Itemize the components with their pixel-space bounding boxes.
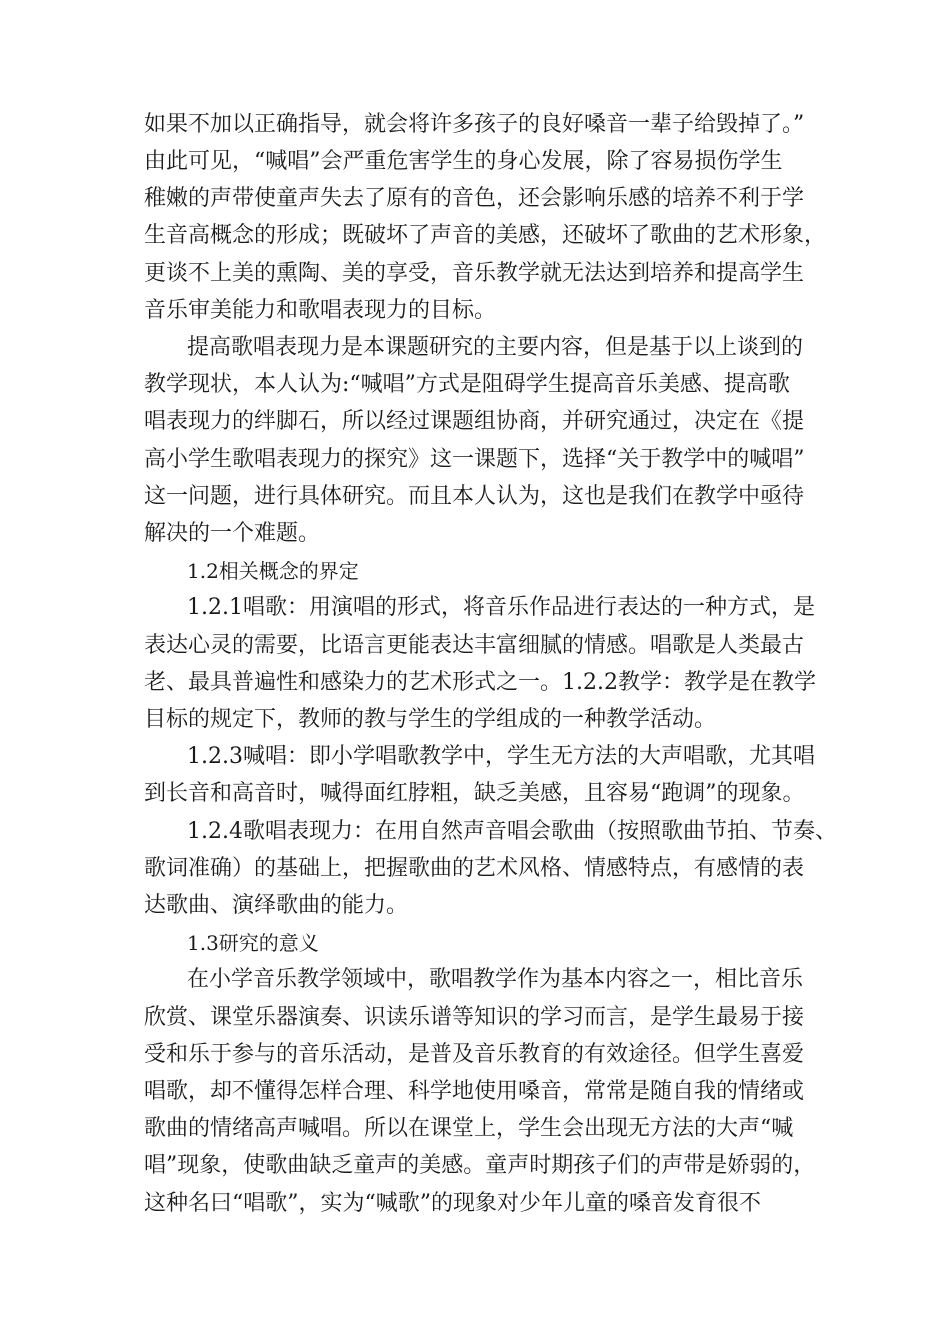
- text-line: 这种名曰“唱歌”，实为“喊歌”的现象对少年儿童的嗓音发育很不: [144, 1191, 761, 1216]
- paragraph-first-line: 提高歌唱表现力是本课题研究的主要内容，但是基于以上谈到的: [187, 335, 804, 360]
- text-line: 表达心灵的需要，比语言更能表达丰富细腻的情感。唱歌是人类最古: [144, 633, 805, 658]
- text-line: 稚嫩的声带使童声失去了原有的音色，还会影响乐感的培养不利于学: [144, 186, 805, 211]
- paragraph-first-line: 1.2.4歌唱表现力：在用自然声音唱会歌曲（按照歌曲节拍、节奏、: [187, 819, 837, 844]
- text-line: 歌词准确）的基础上，把握歌曲的艺术风格、情感特点，有感情的表: [144, 856, 805, 881]
- text-line: 这一问题，进行具体研究。而且本人认为，这也是我们在教学中亟待: [144, 484, 805, 509]
- text-line: 目标的规定下，教师的教与学生的学组成的一种教学活动。: [144, 707, 717, 732]
- paragraph-first-line: 1.2.3喊唱：即小学唱歌教学中，学生无方法的大声唱歌，尤其唱: [187, 744, 815, 769]
- text-line: 老、最具普遍性和感染力的艺术形式之一。1.2.2教学：教学是在教学: [144, 670, 816, 695]
- paragraph-first-line: 在小学音乐教学领域中，歌唱教学作为基本内容之一，相比音乐: [187, 967, 804, 992]
- text-line: 歌曲的情绪高声喊唱。所以在课堂上，学生会出现无方法的大声“喊: [144, 1116, 794, 1141]
- text-line: 唱歌，却不懂得怎样合理、科学地使用嗓音，常常是随自我的情绪或: [144, 1079, 805, 1104]
- text-line: 由此可见，“喊唱”会严重危害学生的身心发展，除了容易损伤学生: [144, 149, 783, 174]
- text-line: 如果不加以正确指导，就会将许多孩子的良好嗓音一辈子给毁掉了。”: [144, 112, 805, 137]
- text-line: 到长音和高音时，喊得面红脖粗，缺乏美感，且容易“跑调”的现象。: [144, 781, 805, 806]
- section-heading: 1.2相关概念的界定: [187, 559, 359, 583]
- text-line: 达歌曲、演绎歌曲的能力。: [144, 893, 409, 918]
- section-heading: 1.3研究的意义: [187, 931, 319, 955]
- text-line: 教学现状，本人认为:“喊唱”方式是阻碍学生提高音乐美感、提高歌: [144, 372, 790, 397]
- text-line: 音乐审美能力和歌唱表现力的目标。: [144, 298, 497, 323]
- text-line: 解决的一个难题。: [144, 521, 321, 546]
- text-line: 更谈不上美的熏陶、美的享受，音乐教学就无法达到培养和提高学生: [144, 261, 805, 286]
- text-line: 生音高概念的形成；既破坏了声音的美感，还破坏了歌曲的艺术形象，: [144, 223, 827, 248]
- text-line: 唱表现力的绊脚石，所以经过课题组协商，并研究通过，决定在《提: [144, 409, 805, 434]
- text-line: 欣赏、课堂乐器演奏、识读乐谱等知识的学习而言，是学生最易于接: [144, 1005, 805, 1030]
- text-line: 受和乐于参与的音乐活动，是普及音乐教育的有效途径。但学生喜爱: [144, 1042, 805, 1067]
- text-line: 唱”现象，使歌曲缺乏童声的美感。童声时期孩子们的声带是娇弱的，: [144, 1153, 816, 1178]
- text-line: 高小学生歌唱表现力的探究》这一课题下，选择“关于教学中的喊唱”: [144, 447, 805, 472]
- paragraph-first-line: 1.2.1唱歌：用演唱的形式，将音乐作品进行表达的一种方式，是: [187, 595, 815, 620]
